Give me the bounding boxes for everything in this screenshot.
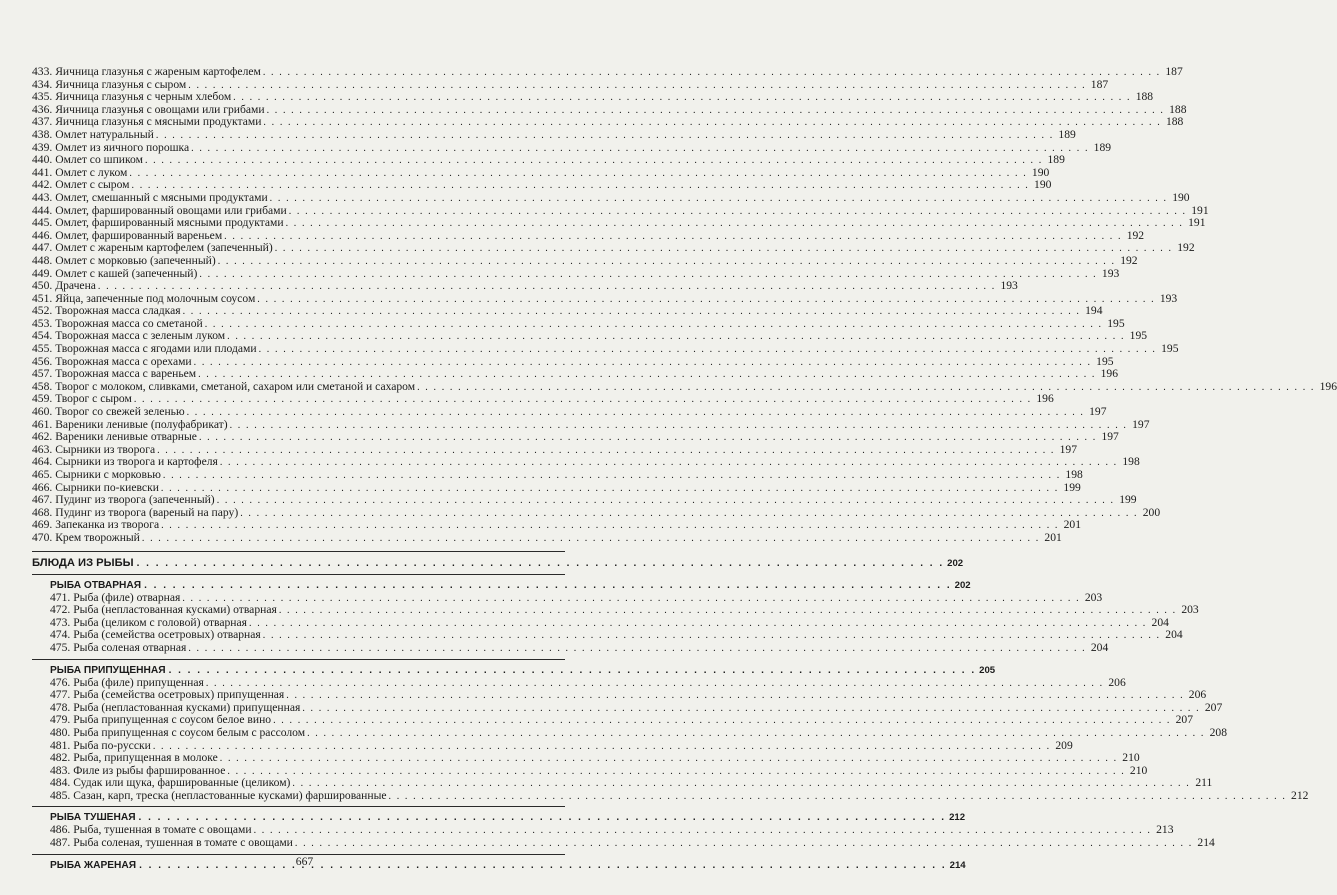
entry-page: 192 — [1177, 241, 1195, 255]
entry-page: 196 — [1100, 367, 1119, 381]
toc-entry — [32, 430, 1119, 444]
entry-title: Сырники из творога и картофеля — [55, 455, 218, 469]
entry-number: 463. — [32, 442, 53, 456]
entry-page: 190 — [1034, 178, 1052, 192]
entry-title: Омлет с кашей (запеченный) — [55, 266, 198, 280]
toc-entry — [32, 90, 1154, 104]
entry-page: 187 — [1165, 65, 1183, 78]
entry-page: 196 — [1319, 379, 1337, 393]
entry-number: 444. — [32, 203, 53, 217]
leader-dots — [302, 703, 1200, 716]
entry-page: 204 — [1165, 628, 1183, 642]
entry-page: 198 — [1065, 468, 1083, 481]
leader-dots — [220, 457, 1118, 470]
entry-number: 473. — [50, 615, 71, 629]
leader-dots — [183, 306, 1081, 319]
entry-page: 212 — [1291, 788, 1309, 802]
entry-number: 481. — [50, 738, 71, 752]
entry-title: Сырники по-киевски — [55, 480, 159, 494]
entry-number: 458. — [32, 379, 53, 393]
divider — [32, 806, 565, 807]
leader-dots — [257, 294, 1155, 307]
leader-dots — [227, 331, 1125, 344]
toc-entry — [32, 190, 1190, 205]
entry-title: Рыба припущенная с соусом белое вино — [73, 713, 272, 727]
entry-page: 189 — [1047, 153, 1065, 167]
entry-page: 195 — [1129, 329, 1148, 343]
toc-entry — [32, 751, 1140, 765]
leader-dots — [292, 778, 1190, 791]
entry-page: 192 — [1126, 228, 1145, 242]
toc-list-boiled-fish — [32, 590, 1199, 655]
leader-dots — [275, 243, 1173, 256]
entry-title: Омлет с морковью (запеченный) — [55, 253, 216, 267]
entry-number: 453. — [32, 316, 53, 330]
entry-title: Омлет, фаршированный вареньем — [55, 228, 223, 242]
toc-entry — [32, 725, 1227, 740]
leader-dots — [134, 394, 1032, 407]
entry-page: 211 — [1195, 776, 1213, 790]
entry-title: Драчена — [55, 279, 96, 293]
leader-dots — [254, 825, 1152, 838]
entry-number: 486. — [50, 823, 71, 837]
entry-number: 462. — [32, 430, 53, 444]
entry-title: Рыба соленая отварная — [73, 640, 187, 654]
entry-number: 437. — [32, 115, 53, 129]
book-page — [12, 0, 1337, 895]
entry-number: 459. — [32, 392, 53, 406]
leader-dots — [259, 344, 1157, 357]
leader-dots — [273, 715, 1171, 728]
toc-entry — [32, 279, 1018, 293]
entry-title: Рыба соленая, тушенная в томате с овощами — [73, 836, 293, 850]
entry-title: Омлет, смешанный с мясными продуктами — [55, 190, 268, 204]
entry-number: 479. — [50, 713, 71, 727]
entry-title: Рыба, припущенная в молоке — [73, 751, 218, 765]
divider — [32, 659, 565, 660]
entry-title: Творожная масса с зеленым луком — [55, 329, 226, 343]
entry-number: 476. — [50, 675, 71, 689]
entry-number: 460. — [32, 405, 53, 419]
entry-title: Яйца, запеченные под молочным соусом — [55, 291, 256, 305]
divider — [32, 551, 565, 552]
entry-page: 194 — [1085, 304, 1103, 318]
leader-dots — [161, 520, 1059, 533]
entry-title: Рыба (семейства осетровых) отварная — [73, 628, 261, 642]
entry-page: 204 — [1090, 640, 1109, 654]
table-of-contents — [32, 65, 1337, 872]
section-page: 202 — [954, 579, 971, 591]
leader-dots — [218, 256, 1116, 269]
section-page: 214 — [949, 859, 966, 871]
toc-entry — [32, 266, 1120, 281]
toc-entry — [32, 304, 1103, 318]
entry-number: 477. — [50, 688, 71, 702]
entry-title: Творог со свежей зеленью — [55, 405, 185, 419]
entry-page: 188 — [1135, 90, 1154, 104]
entry-title: Омлет натуральный — [55, 127, 154, 141]
entry-page: 188 — [1169, 102, 1187, 116]
section-heading — [32, 579, 971, 592]
toc-entry — [32, 688, 1207, 702]
entry-page: 190 — [1031, 165, 1050, 179]
entry-title: Яичница глазунья с овощами или грибами — [55, 102, 265, 116]
entry-page: 208 — [1209, 725, 1227, 739]
toc-entry — [32, 788, 1309, 803]
entry-number: 445. — [32, 216, 53, 230]
entry-page: 193 — [1101, 266, 1120, 280]
leader-dots — [187, 407, 1085, 420]
entry-title: Омлет с луком — [55, 165, 128, 179]
section-title: РЫБА ТУШЕНАЯ — [50, 812, 136, 824]
entry-page: 199 — [1063, 480, 1081, 494]
leader-dots — [389, 791, 1287, 804]
entry-number: 474. — [50, 628, 71, 642]
toc-entry — [32, 836, 1215, 850]
entry-page: 203 — [1181, 603, 1199, 617]
entry-number: 485. — [50, 788, 71, 802]
entry-number: 436. — [32, 102, 53, 116]
entry-page: 198 — [1122, 455, 1140, 469]
toc-entry — [32, 127, 1076, 142]
entry-title: Рыба (целиком с головой) отварная — [73, 615, 247, 629]
leader-dots — [227, 766, 1125, 779]
entry-number: 461. — [32, 417, 53, 431]
entry-title: Сырники с морковью — [55, 468, 161, 481]
entry-page: 210 — [1129, 763, 1148, 777]
leader-dots — [153, 741, 1051, 754]
chapter-title: БЛЮДА ИЗ РЫБЫ — [32, 556, 134, 569]
entry-number: 472. — [50, 603, 71, 617]
entry-page: 207 — [1175, 713, 1193, 727]
entry-number: 471. — [50, 590, 71, 604]
toc-entry — [32, 776, 1213, 790]
entry-title: Яичница глазунья с сыром — [55, 77, 187, 91]
leader-dots — [188, 643, 1086, 656]
entry-number: 467. — [32, 493, 53, 507]
leader-dots — [224, 231, 1122, 244]
entry-page: 213 — [1156, 823, 1174, 837]
leader-dots — [230, 420, 1128, 433]
entry-title: Крем творожный — [55, 530, 140, 544]
leader-dots — [270, 193, 1168, 206]
leader-dots — [163, 470, 1061, 483]
entry-page: 210 — [1122, 751, 1140, 765]
entry-page: 189 — [1093, 140, 1112, 154]
entry-title: Рыба (непластованная кусками) припущенная — [73, 700, 301, 714]
entry-title: Творожная масса сладкая — [55, 304, 181, 318]
entry-number: 433. — [32, 65, 53, 78]
leader-dots — [199, 269, 1097, 282]
entry-page: 206 — [1188, 688, 1207, 702]
entry-page: 196 — [1036, 392, 1054, 406]
entry-page: 209 — [1055, 738, 1073, 752]
entry-title: Творог с сыром — [55, 392, 132, 406]
leader-dots — [263, 117, 1161, 130]
entry-page: 197 — [1059, 442, 1078, 456]
toc-entry — [32, 342, 1179, 356]
entry-number: 452. — [32, 304, 53, 318]
toc-entry — [32, 468, 1083, 482]
toc-entry — [32, 65, 1183, 79]
leader-dots — [129, 168, 1027, 181]
entry-page: 195 — [1107, 316, 1125, 330]
entry-page: 201 — [1044, 530, 1062, 544]
entry-title: Омлет, фаршированный мясными продуктами — [55, 216, 284, 230]
entry-title: Яичница глазунья с мясными продуктами — [55, 115, 262, 129]
entry-number: 455. — [32, 342, 53, 356]
entry-number: 435. — [32, 90, 53, 104]
leader-dots — [206, 678, 1104, 691]
entry-number: 434. — [32, 77, 53, 91]
toc-entry — [32, 493, 1137, 507]
entry-title: Творожная масса со сметаной — [55, 316, 203, 330]
entry-page: 193 — [1159, 291, 1178, 305]
entry-title: Сырники из творога — [55, 442, 156, 456]
toc-entry — [32, 216, 1206, 230]
entry-number: 487. — [50, 836, 71, 850]
entry-page: 189 — [1058, 127, 1076, 141]
entry-title: Рыба (непластованная кусками) отварная — [73, 603, 277, 617]
chapter-heading — [32, 556, 964, 570]
entry-title: Яичница глазунья с жареным картофелем — [55, 65, 261, 78]
entry-number: 448. — [32, 253, 53, 267]
leader-dots — [267, 105, 1165, 118]
entry-title: Запеканка из творога — [55, 518, 160, 532]
leader-dots — [263, 630, 1161, 643]
entry-page: 200 — [1142, 505, 1161, 519]
entry-number: 456. — [32, 354, 53, 368]
entry-number: 480. — [50, 725, 71, 739]
entry-page: 201 — [1063, 518, 1082, 532]
leader-dots — [233, 92, 1131, 105]
entry-number: 441. — [32, 165, 53, 179]
entry-title: Омлет из яичного порошка — [55, 140, 190, 154]
entry-number: 440. — [32, 153, 53, 167]
entry-title: Омлет с сыром — [55, 178, 130, 192]
section-title: РЫБА ОТВАРНАЯ — [50, 579, 142, 591]
leader-dots — [205, 319, 1103, 332]
entry-title: Рыба (филе) припущенная — [73, 675, 204, 689]
entry-title: Омлет со шпиком — [55, 153, 143, 167]
entry-number: 475. — [50, 640, 71, 654]
leader-dots — [199, 432, 1097, 445]
entry-number: 483. — [50, 763, 71, 777]
entry-title: Филе из рыбы фаршированное — [73, 763, 226, 777]
toc-entry — [32, 367, 1119, 381]
entry-number: 439. — [32, 140, 53, 154]
entry-page: 190 — [1172, 190, 1190, 204]
entry-page: 193 — [1000, 279, 1018, 293]
section-page: 205 — [979, 664, 996, 676]
entry-number: 449. — [32, 266, 53, 280]
entry-page: 192 — [1120, 253, 1138, 267]
entry-title: Пудинг из творога (запеченный) — [55, 493, 215, 507]
entry-page: 203 — [1084, 590, 1103, 604]
entry-title: Омлет с жареным картофелем (запеченный) — [55, 241, 273, 255]
entry-page: 199 — [1119, 493, 1137, 507]
entry-number: 446. — [32, 228, 53, 242]
entry-page: 187 — [1090, 77, 1109, 91]
entry-title: Вареники ленивые (полуфабрикат) — [55, 417, 228, 431]
leader-dots — [161, 483, 1059, 496]
leader-dots — [220, 753, 1118, 766]
entry-title: Омлет, фаршированный овощами или грибами — [55, 203, 287, 217]
entry-title: Творог с молоком, сливками, сметаной, сахаром или сметаной и сахаром — [55, 379, 416, 393]
entry-title: Творожная масса с ягодами или плодами — [55, 342, 257, 356]
leader-dots — [188, 80, 1086, 93]
entry-number: 457. — [32, 367, 53, 381]
section-heading — [32, 664, 996, 677]
leader-dots — [217, 495, 1115, 508]
toc-list-eggs — [32, 65, 1337, 545]
leader-dots — [263, 67, 1161, 80]
entry-page: 188 — [1165, 115, 1184, 129]
page-number: 667 — [295, 855, 314, 868]
section-title: РЫБА ЖАРЕНАЯ — [50, 859, 137, 871]
entry-page: 197 — [1132, 417, 1150, 431]
entry-page: 191 — [1191, 203, 1209, 217]
entry-number: 438. — [32, 127, 53, 141]
entry-title: Рыба, тушенная в томате с овощами — [73, 823, 252, 837]
entry-number: 454. — [32, 329, 53, 343]
entry-title: Творожная масса с орехами — [55, 354, 192, 368]
entry-page: 204 — [1151, 615, 1169, 629]
leader-dots — [191, 143, 1089, 156]
entry-number: 469. — [32, 518, 53, 532]
leader-dots — [279, 605, 1177, 618]
entry-title: Рыба припущенная с соусом белым с рассолом — [73, 725, 306, 739]
entry-title: Судак или щука, фаршированные (целиком) — [73, 776, 291, 790]
leader-dots — [142, 533, 1040, 546]
entry-number: 468. — [32, 505, 53, 519]
entry-number: 465. — [32, 468, 53, 481]
entry-number: 484. — [50, 776, 71, 790]
section-page: 212 — [949, 812, 966, 824]
entry-number: 464. — [32, 455, 53, 469]
leader-dots — [157, 445, 1055, 458]
toc-entry — [32, 530, 1062, 545]
entry-number: 443. — [32, 190, 53, 204]
section-title: РЫБА ПРИПУЩЕННАЯ — [50, 664, 166, 676]
entry-page: 214 — [1197, 836, 1215, 850]
entry-number: 450. — [32, 279, 53, 293]
entry-title: Вареники ленивые отварные — [55, 430, 197, 444]
leader-dots — [289, 206, 1187, 219]
entry-title: Рыба (семейства осетровых) припущенная — [73, 688, 285, 702]
entry-page: 191 — [1188, 216, 1206, 230]
entry-number: 442. — [32, 178, 53, 192]
divider — [32, 574, 565, 575]
toc-entry — [32, 640, 1109, 655]
entry-page: 197 — [1101, 430, 1119, 444]
entry-title: Яичница глазунья с черным хлебом — [55, 90, 232, 104]
leader-dots — [194, 357, 1092, 370]
leader-dots — [286, 218, 1184, 231]
leader-dots — [286, 690, 1184, 703]
entry-number: 478. — [50, 700, 71, 714]
entry-title: Сазан, карп, треска (непластованные кусками) фаршированные — [73, 788, 387, 802]
entry-title: Рыба по-русски — [73, 738, 151, 752]
entry-page: 206 — [1108, 675, 1126, 689]
entry-number: 482. — [50, 751, 71, 765]
entry-page: 207 — [1204, 700, 1223, 714]
entry-page: 195 — [1161, 342, 1179, 356]
toc-list-stewed-fish — [32, 823, 1215, 850]
entry-number: 447. — [32, 241, 53, 255]
leader-dots — [156, 130, 1054, 143]
leader-dots — [240, 508, 1138, 521]
leader-dots — [249, 618, 1147, 631]
entry-title: Рыба (филе) отварная — [73, 590, 181, 604]
leader-dots — [145, 155, 1043, 168]
toc-list-poached-fish — [32, 675, 1309, 803]
toc-entry — [32, 153, 1065, 167]
toc-entry — [32, 405, 1107, 419]
toc-entry — [32, 603, 1199, 617]
leader-dots — [295, 838, 1193, 851]
entry-number: 466. — [32, 480, 53, 494]
entry-number: 451. — [32, 291, 53, 305]
entry-page: 195 — [1096, 354, 1114, 368]
entry-page: 197 — [1089, 405, 1107, 419]
entry-title: Творожная масса с вареньем — [55, 367, 197, 381]
leader-dots — [182, 593, 1080, 606]
entry-title: Пудинг из творога (вареный на пару) — [55, 505, 239, 519]
toc-entry — [32, 253, 1138, 268]
entry-number: 470. — [32, 530, 53, 544]
chapter-page: 202 — [947, 557, 964, 569]
leader-dots — [417, 382, 1315, 395]
